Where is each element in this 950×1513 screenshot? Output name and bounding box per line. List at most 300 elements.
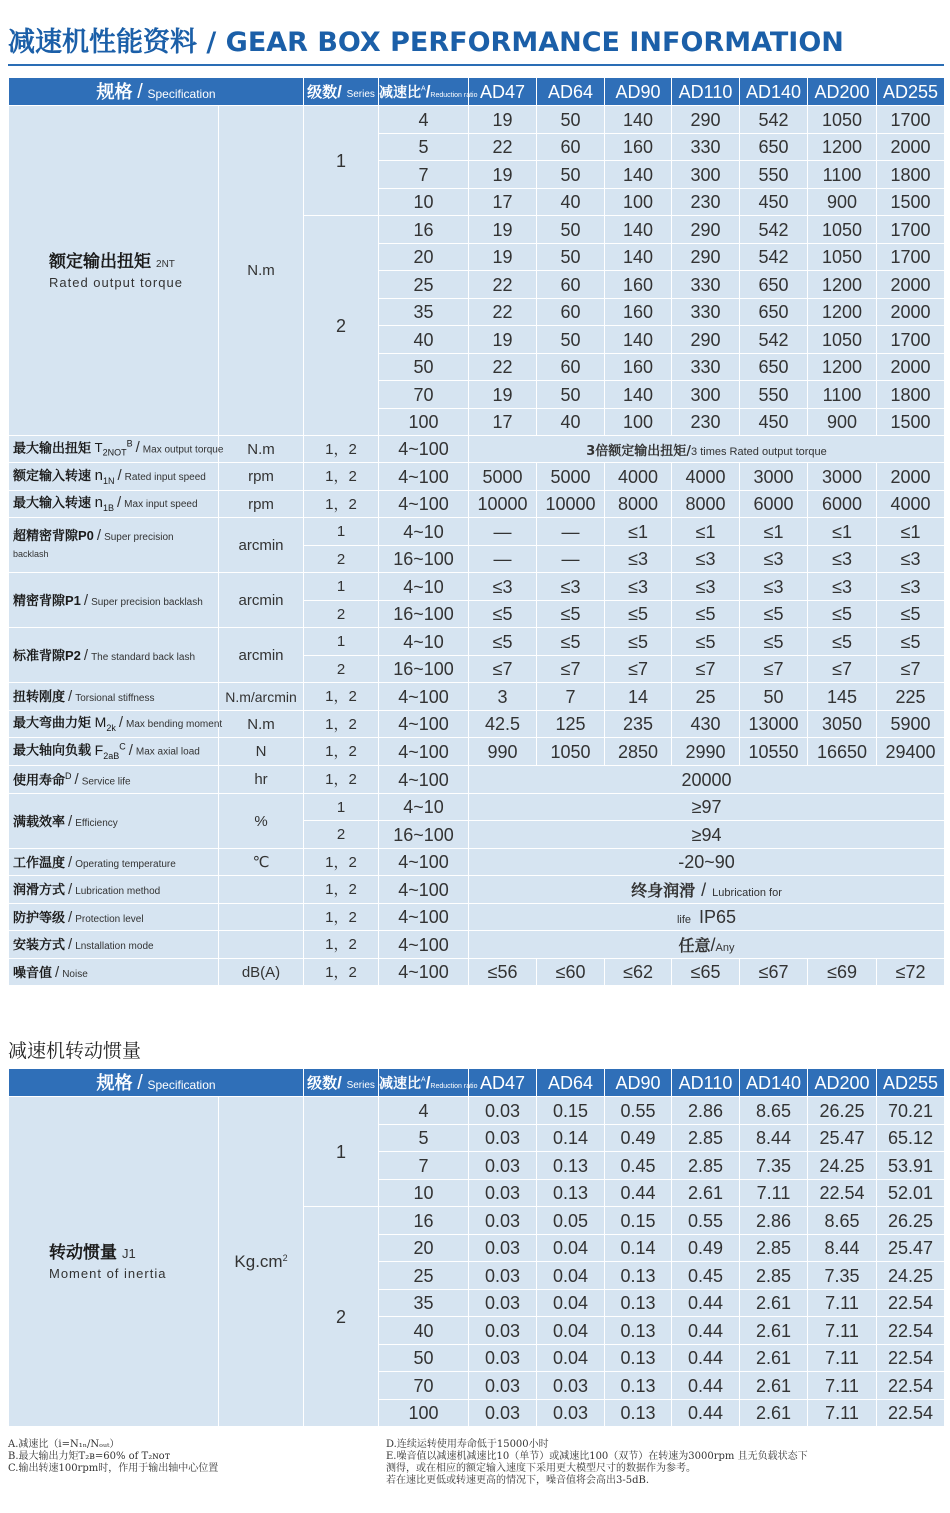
value-cell: 50: [537, 244, 605, 271]
value-cell: 2.61: [672, 1180, 740, 1207]
ratio-cell: 70: [379, 381, 469, 409]
value-cell: 60: [537, 354, 605, 381]
value-cell: 542: [740, 106, 808, 134]
value-cell: ≤62: [605, 959, 672, 986]
max-output-torque-row: [9, 436, 945, 463]
value-cell: 2.86: [672, 1097, 740, 1125]
model-header: AD200: [808, 1069, 877, 1097]
value-cell: 0.13: [605, 1400, 672, 1427]
model-header: AD140: [740, 1069, 808, 1097]
lubrication-row: [9, 876, 945, 904]
series-header: 级数/ Series: [304, 78, 379, 106]
value-cell: 50: [537, 161, 605, 189]
series-cell: 1，2: [304, 711, 379, 738]
series-cell: 1，2: [304, 738, 379, 766]
value-cell: 7.11: [808, 1317, 877, 1345]
value-cell: ≤3: [605, 573, 672, 601]
model-header: AD255: [877, 78, 945, 106]
value-cell: 140: [605, 106, 672, 134]
model-header: AD255: [877, 1069, 945, 1097]
unit-cell: N: [219, 738, 304, 766]
value-cell: 22.54: [877, 1400, 945, 1427]
spec-rows: [9, 436, 945, 986]
value-cell: 542: [740, 244, 808, 271]
value-cell: 0.49: [605, 1125, 672, 1152]
value-cell: 450: [740, 409, 808, 436]
ratio-cell: 4~100: [379, 959, 469, 986]
noise-row: [9, 959, 945, 986]
series-cell: 1: [304, 1097, 379, 1207]
unit-cell: [219, 876, 304, 904]
value-cell: 7.35: [808, 1262, 877, 1290]
value-cell: ≤5: [537, 601, 605, 628]
ratio-cell: 4~100: [379, 491, 469, 518]
value-cell: 1200: [808, 134, 877, 161]
value-cell: 1500: [877, 189, 945, 216]
value-cell: ≤5: [672, 601, 740, 628]
value-cell: 0.04: [537, 1317, 605, 1345]
value-cell: 0.44: [672, 1345, 740, 1372]
torque-label: 额定输出扭矩 2NT Rated output torque: [9, 106, 219, 436]
value-cell: ≤5: [605, 628, 672, 656]
value-cell: 0.14: [605, 1235, 672, 1262]
model-header: AD140: [740, 78, 808, 106]
value-cell: 0.13: [605, 1317, 672, 1345]
value-cell: 7: [537, 683, 605, 711]
value-cell: 52.01: [877, 1180, 945, 1207]
ratio-cell: 7: [379, 161, 469, 189]
value-cell: 7.11: [808, 1400, 877, 1427]
value-cell: 550: [740, 381, 808, 409]
value-cell: ≤3: [877, 573, 945, 601]
value-cell: 230: [672, 409, 740, 436]
model-header: AD90: [605, 1069, 672, 1097]
value-cell: 2.85: [672, 1125, 740, 1152]
value-cell: 0.49: [672, 1235, 740, 1262]
value-cell: ≤1: [877, 518, 945, 546]
value-cell: 14: [605, 683, 672, 711]
ratio-cell: 4~100: [379, 711, 469, 738]
ratio-cell: 4~100: [379, 683, 469, 711]
torque-row: [9, 106, 945, 134]
value-cell: 145: [808, 683, 877, 711]
value-cell: 0.13: [605, 1372, 672, 1400]
ratio-cell: 40: [379, 1317, 469, 1345]
value-cell: 300: [672, 381, 740, 409]
value-cell: 0.13: [537, 1152, 605, 1180]
value-cell: ≤7: [469, 656, 537, 683]
value-cell: 0.44: [672, 1317, 740, 1345]
value-cell: 19: [469, 106, 537, 134]
value-cell: 5900: [877, 711, 945, 738]
ratio-cell: 4~100: [379, 436, 469, 463]
series-cell: 1，2: [304, 463, 379, 491]
value-cell: 330: [672, 299, 740, 326]
value-cell: 160: [605, 354, 672, 381]
value-cell: 2850: [605, 738, 672, 766]
value-cell: 6000: [740, 491, 808, 518]
value-cell: 19: [469, 161, 537, 189]
value-cell: 53.91: [877, 1152, 945, 1180]
value-cell: 7.35: [740, 1152, 808, 1180]
value-cell: ≤5: [605, 601, 672, 628]
ratio-cell: 4~100: [379, 904, 469, 931]
value-cell: —: [469, 546, 537, 573]
value-cell: 40: [537, 189, 605, 216]
value-cell: 650: [740, 299, 808, 326]
unit-cell: hr: [219, 766, 304, 794]
value-cell: 0.14: [537, 1125, 605, 1152]
value-cell: 25: [672, 683, 740, 711]
value-cell: 1050: [808, 106, 877, 134]
value-cell: 100: [605, 189, 672, 216]
value-cell: 542: [740, 326, 808, 354]
page-title: 减速机性能资料 / GEAR BOX PERFORMANCE INFORMATION: [8, 27, 844, 58]
unit-cell: $Kg.cm^2$: [219, 1097, 304, 1427]
value-cell: 1200: [808, 299, 877, 326]
series-cell: 1: [304, 794, 379, 821]
series-cell: 1: [304, 106, 379, 216]
torque-section: [9, 106, 945, 436]
series-cell: 1，2: [304, 491, 379, 518]
backlash-p0-row: [9, 518, 945, 546]
value-cell: 4000: [672, 463, 740, 491]
value-cell: 900: [808, 189, 877, 216]
value-cell: 300: [672, 161, 740, 189]
value-cell: 50: [537, 326, 605, 354]
value-cell: 140: [605, 161, 672, 189]
row-label: 使用寿命$^D$ / Service life: [9, 766, 219, 794]
rated-input-speed-row: [9, 463, 945, 491]
value-cell: 290: [672, 106, 740, 134]
value-cell: 430: [672, 711, 740, 738]
value-cell: 1050: [808, 244, 877, 271]
ratio-cell: 100: [379, 409, 469, 436]
value-cell: 0.03: [469, 1097, 537, 1125]
value-cell: ≥97: [469, 794, 945, 821]
value-cell: 7.11: [808, 1345, 877, 1372]
value-cell: 终身润滑 / Lubrication for: [469, 876, 945, 904]
value-cell: 0.13: [605, 1345, 672, 1372]
row-label: 精密背隙P1 / Super precision backlash: [9, 573, 219, 628]
value-cell: 29400: [877, 738, 945, 766]
value-cell: ≤3: [605, 546, 672, 573]
value-cell: 0.03: [469, 1290, 537, 1317]
header-row: [9, 78, 945, 106]
value-cell: 19: [469, 216, 537, 244]
unit-cell: arcmin: [219, 573, 304, 628]
model-header: AD110: [672, 78, 740, 106]
value-cell: 0.45: [605, 1152, 672, 1180]
value-cell: 0.13: [537, 1180, 605, 1207]
value-cell: 3000: [808, 463, 877, 491]
value-cell: 40: [537, 409, 605, 436]
value-cell: 0.45: [672, 1262, 740, 1290]
model-header: AD110: [672, 1069, 740, 1097]
series-cell: 2: [304, 601, 379, 628]
series-cell: 1，2: [304, 683, 379, 711]
series-cell: 1，2: [304, 876, 379, 904]
ratio-cell: 4~10: [379, 573, 469, 601]
value-cell: 25.47: [877, 1235, 945, 1262]
value-cell: ≤7: [672, 656, 740, 683]
value-cell: ≤1: [672, 518, 740, 546]
value-cell: ≤72: [877, 959, 945, 986]
ratio-cell: 4~10: [379, 628, 469, 656]
value-cell: ≤5: [808, 628, 877, 656]
value-cell: 7.11: [740, 1180, 808, 1207]
note-line: C.输出转速100rpm时，作用于输出轴中心位置: [8, 1463, 219, 1474]
value-cell: ≤5: [469, 628, 537, 656]
value-cell: 22: [469, 299, 537, 326]
series-cell: 2: [304, 1207, 379, 1427]
value-cell: 50: [537, 216, 605, 244]
ratio-cell: 16~100: [379, 656, 469, 683]
value-cell: 10000: [537, 491, 605, 518]
value-cell: 140: [605, 381, 672, 409]
ratio-cell: 50: [379, 354, 469, 381]
row-label: 噪音值 / Noise: [9, 959, 219, 986]
value-cell: 1800: [877, 161, 945, 189]
value-cell: ≤5: [672, 628, 740, 656]
value-cell: 2.61: [740, 1290, 808, 1317]
value-cell: 0.03: [537, 1400, 605, 1427]
value-cell: 4000: [605, 463, 672, 491]
value-cell: 1700: [877, 216, 945, 244]
value-cell: 22.54: [877, 1372, 945, 1400]
series-cell: 1: [304, 573, 379, 601]
row-label: 最大输出扭矩 $T_{2NOT}^B$ / Max output torque: [9, 436, 219, 463]
value-cell: 0.44: [672, 1400, 740, 1427]
ratio-cell: 4~10: [379, 794, 469, 821]
note-line: 若在速比更低或转速更高的情况下，噪音值将会高出3-5dB.: [386, 1475, 650, 1486]
value-cell: ≤7: [605, 656, 672, 683]
row-label: 最大输入转速 $n_{1B}$ / Max input speed: [9, 491, 219, 518]
inertia-rows: [9, 1097, 945, 1427]
row-label: 最大弯曲力矩 $M_{2k}$ / Max bending moment: [9, 711, 219, 738]
ratio-cell: 10: [379, 1180, 469, 1207]
value-cell: —: [537, 518, 605, 546]
value-cell: 230: [672, 189, 740, 216]
unit-cell: N.m: [219, 106, 304, 436]
value-cell: 3倍额定输出扭矩/3 times Rated output torque: [469, 436, 945, 463]
unit-cell: [219, 931, 304, 959]
value-cell: 13000: [740, 711, 808, 738]
ratio-cell: 10: [379, 189, 469, 216]
value-cell: ≤67: [740, 959, 808, 986]
ratio-cell: 35: [379, 1290, 469, 1317]
value-cell: —: [537, 546, 605, 573]
value-cell: ≤3: [740, 546, 808, 573]
value-cell: —: [469, 518, 537, 546]
torsional-stiffness-row: [9, 683, 945, 711]
value-cell: 0.03: [469, 1180, 537, 1207]
value-cell: 550: [740, 161, 808, 189]
value-cell: ≤5: [469, 601, 537, 628]
value-cell: 1500: [877, 409, 945, 436]
backlash-p1-row: [9, 573, 945, 601]
value-cell: 160: [605, 299, 672, 326]
value-cell: ≤7: [537, 656, 605, 683]
ratio-header: 减速比$^A$/Reduction ratio: [379, 78, 469, 106]
value-cell: 0.04: [537, 1290, 605, 1317]
value-cell: ≤3: [808, 573, 877, 601]
protection-level-row: [9, 904, 945, 931]
value-cell: 2000: [877, 271, 945, 299]
value-cell: 0.04: [537, 1262, 605, 1290]
value-cell: 1700: [877, 326, 945, 354]
value-cell: 1050: [808, 326, 877, 354]
ratio-cell: 4~100: [379, 463, 469, 491]
row-label: 满载效率 / Efficiency: [9, 794, 219, 849]
value-cell: 17: [469, 409, 537, 436]
value-cell: 542: [740, 216, 808, 244]
ratio-cell: 4~100: [379, 766, 469, 794]
value-cell: 3: [469, 683, 537, 711]
value-cell: 2000: [877, 463, 945, 491]
value-cell: 22: [469, 134, 537, 161]
notes-left: [8, 1439, 218, 1475]
series-cell: 1，2: [304, 931, 379, 959]
value-cell: 0.44: [605, 1180, 672, 1207]
value-cell: 125: [537, 711, 605, 738]
ratio-header: 减速比$^A$/Reduction ratio: [379, 1069, 469, 1097]
value-cell: ≤3: [672, 546, 740, 573]
value-cell: 1700: [877, 244, 945, 271]
value-cell: 1050: [537, 738, 605, 766]
model-header: AD64: [537, 78, 605, 106]
value-cell: 22.54: [877, 1290, 945, 1317]
value-cell: 50: [537, 106, 605, 134]
model-header: AD47: [469, 78, 537, 106]
value-cell: 0.03: [469, 1125, 537, 1152]
value-cell: 140: [605, 244, 672, 271]
value-cell: 2990: [672, 738, 740, 766]
value-cell: 2.61: [740, 1317, 808, 1345]
ratio-cell: 16: [379, 216, 469, 244]
value-cell: 19: [469, 381, 537, 409]
ratio-cell: 20: [379, 1235, 469, 1262]
ratio-cell: 35: [379, 299, 469, 326]
value-cell: 7.11: [808, 1290, 877, 1317]
value-cell: 160: [605, 134, 672, 161]
performance-table: [8, 77, 945, 986]
series-cell: 2: [304, 656, 379, 683]
value-cell: 5000: [537, 463, 605, 491]
value-cell: 0.13: [605, 1290, 672, 1317]
value-cell: 0.13: [605, 1262, 672, 1290]
value-cell: 2000: [877, 299, 945, 326]
value-cell: 60: [537, 299, 605, 326]
series-cell: 2: [304, 821, 379, 849]
note-line: 测得，或在相应的额定输入速度下采用更大模型尺寸的数据作为参考。: [386, 1463, 696, 1474]
title-rule: [8, 64, 944, 66]
value-cell: 1050: [808, 216, 877, 244]
value-cell: 6000: [808, 491, 877, 518]
value-cell: 900: [808, 409, 877, 436]
value-cell: 8.44: [808, 1235, 877, 1262]
value-cell: 2.61: [740, 1400, 808, 1427]
value-cell: ≤7: [877, 656, 945, 683]
value-cell: ≤3: [469, 573, 537, 601]
value-cell: ≤3: [740, 573, 808, 601]
value-cell: ≤1: [605, 518, 672, 546]
value-cell: ≤65: [672, 959, 740, 986]
model-header: AD90: [605, 78, 672, 106]
unit-cell: arcmin: [219, 628, 304, 683]
value-cell: 0.04: [537, 1345, 605, 1372]
value-cell: 290: [672, 244, 740, 271]
note-line: B.最大输出力矩T₂ʙ=60% of T₂ɴᴏᴛ: [8, 1451, 171, 1462]
ratio-cell: 16~100: [379, 601, 469, 628]
ratio-cell: 100: [379, 1400, 469, 1427]
row-label: 扭转刚度 / Torsional stiffness: [9, 683, 219, 711]
value-cell: 70.21: [877, 1097, 945, 1125]
value-cell: ≤60: [537, 959, 605, 986]
value-cell: 8.44: [740, 1125, 808, 1152]
value-cell: ≤5: [740, 628, 808, 656]
inertia-section-title: 减速机转动惯量: [8, 1040, 142, 1062]
value-cell: 1200: [808, 354, 877, 381]
value-cell: ≤69: [808, 959, 877, 986]
ratio-cell: 5: [379, 134, 469, 161]
unit-cell: ℃: [219, 849, 304, 876]
value-cell: 8000: [605, 491, 672, 518]
value-cell: 0.44: [672, 1290, 740, 1317]
row-label: 标准背隙P2 / The standard back lash: [9, 628, 219, 683]
value-cell: 650: [740, 354, 808, 381]
value-cell: 2.85: [672, 1152, 740, 1180]
ratio-cell: 25: [379, 1262, 469, 1290]
value-cell: 140: [605, 326, 672, 354]
value-cell: 2.85: [740, 1262, 808, 1290]
series-cell: 1，2: [304, 849, 379, 876]
value-cell: ≥94: [469, 821, 945, 849]
value-cell: 5000: [469, 463, 537, 491]
ratio-cell: 4~100: [379, 931, 469, 959]
value-cell: 330: [672, 354, 740, 381]
value-cell: 22.54: [877, 1317, 945, 1345]
value-cell: 2000: [877, 354, 945, 381]
value-cell: 2000: [877, 134, 945, 161]
value-cell: 1100: [808, 381, 877, 409]
unit-cell: rpm: [219, 491, 304, 518]
unit-cell: N.m: [219, 711, 304, 738]
value-cell: 330: [672, 271, 740, 299]
value-cell: 290: [672, 326, 740, 354]
value-cell: ≤3: [808, 546, 877, 573]
value-cell: 50: [537, 381, 605, 409]
value-cell: 8.65: [740, 1097, 808, 1125]
value-cell: ≤5: [537, 628, 605, 656]
value-cell: ≤5: [808, 601, 877, 628]
ratio-cell: 16~100: [379, 821, 469, 849]
value-cell: 8000: [672, 491, 740, 518]
note-line: E.噪音值以减速机减速比10（单节）或减速比100（双节）在转速为3000rpm 且无负载状态下: [386, 1451, 808, 1462]
value-cell: 17: [469, 189, 537, 216]
series-cell: 1，2: [304, 959, 379, 986]
value-cell: 225: [877, 683, 945, 711]
ratio-cell: 70: [379, 1372, 469, 1400]
inertia-row: [9, 1097, 945, 1125]
value-cell: 3050: [808, 711, 877, 738]
value-cell: ≤3: [672, 573, 740, 601]
value-cell: -20~90: [469, 849, 945, 876]
value-cell: ≤7: [808, 656, 877, 683]
value-cell: 20000: [469, 766, 945, 794]
series-cell: 1，2: [304, 436, 379, 463]
ratio-cell: 4: [379, 1097, 469, 1125]
